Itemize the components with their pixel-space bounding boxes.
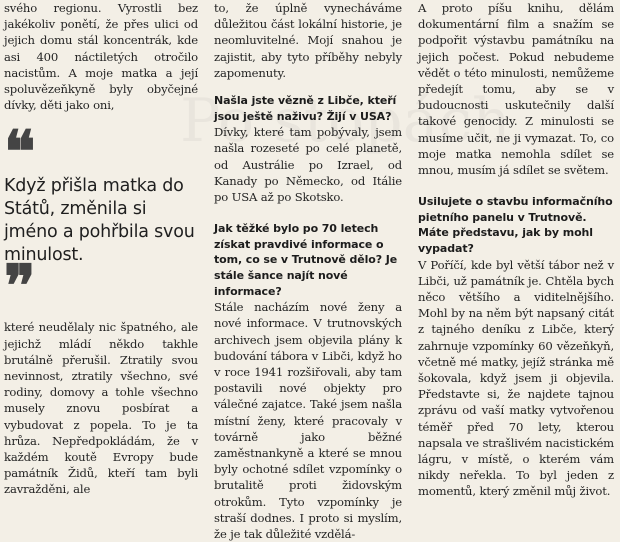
body-paragraph: A proto píšu knihu, dělám dokumentární film a snažím se podpořit výstavbu památníku na jejich počest. Pokud nebudeme vědět o této minulosti, nemůžeme předejít tomu, aby se v budoucnosti uskutečnily další takové genocidy. Z minulosti se musíme učit, ne ji vymazat. To, co moje matka nemohla sdílet se mnou, musím já sdílet se světem.	[418, 1, 614, 178]
close-quote-icon: ❜❜	[4, 252, 30, 321]
body-paragraph: které neudělaly nic špatného, ale jejichž mládí někdo takhle brutálně přerušil. Ztratily svou nevinnost, ztratily všechno, své rodiny, domovy a tohle všechno musely znovu posbírat a vybudovat z popela. To je ta hrůza. Nepředpokládám, že v každém koutě Evropy bude památník Židů, kteří tam byli zavražděni, ale	[4, 320, 198, 497]
interview-question: Usilujete o stavbu informačního pietního panelu v Trutnově. Máte představu, jak by mohl vypadat?	[418, 195, 613, 256]
interview-answer: Stále nacházím nové ženy a nové informace. V trutnovských archivech jsem objevila plány k budování tábora v Libči, když ho v roce 1941 rozšiřovali, aby tam postavili nové objekty pro válečné zajatce. Také jsem našla místní ženy, které pracovaly v továrně jako běžné zaměstnankyně a které se mnou byly ochotné sdílet vzpomínky o brutalitě proti židovským otrokům. Tyto vzpomínky je straší dodnes. I proto si myslím, že je tak důležité vzdělá-	[214, 300, 402, 542]
interview-question: Jak těžké bylo po 70 letech získat pravdivé informace o tom, co se v Trutnově dělo? Je stále šance najít nové informace?	[214, 222, 398, 298]
interview-question: Našla jste vězně z Libče, kteří jsou ještě naživu? Žijí v USA?	[214, 94, 397, 123]
pull-quote-block	[4, 118, 198, 321]
column-1	[4, 0, 198, 498]
column-3	[418, 0, 614, 500]
column-2	[214, 0, 402, 542]
pull-quote: Když přišla matka do Států, změnila si jméno a pohřbila svou minulost.	[4, 176, 195, 266]
interview-answer: Dívky, které tam pobývaly, jsem našla rozeseté po celé planetě, od Austrálie po Izrael, od Kanady po Německo, od Itálie po USA až po Skotsko.	[214, 125, 402, 205]
interview-answer: V Poříčí, kde byl větší tábor než v Libči, už památník je. Chtěla bych něco většího a viditelnějšího. Mohl by na něm být napsaný citát z tajného deníku z Libče, který zahrnuje vzpomínky 60 vězeňkyň, včetně mé matky, jejíž stránka mě šokovala, když jsem ji objevila. Představte si, že najdete tajnou zprávu od vaší matky vytvořenou téměř před 70 lety, kterou napsala ve strašlivém nacistickém lágru, v místě, o kterém vám nikdy neřekla. To byl jeden z momentů, který změnil můj život.	[418, 257, 614, 499]
body-paragraph: svého regionu. Vyrostli bez jakékoliv ponětí, že přes ulici od jejich domu stál koncentrák, kde asi 400 náctiletých otročilo nacistům. A moje matka a její spoluvězeňkyně byly obyčejné dívky, děti jako oni,	[4, 1, 198, 113]
open-quote-icon: ❛❛	[4, 118, 30, 187]
body-paragraph: to, že úplně vynecháváme důležitou část lokální historie, je neomluvitelné. Mojí snahou je zajistit, aby tyto příběhy nebyly zapomenuty.	[214, 1, 402, 80]
